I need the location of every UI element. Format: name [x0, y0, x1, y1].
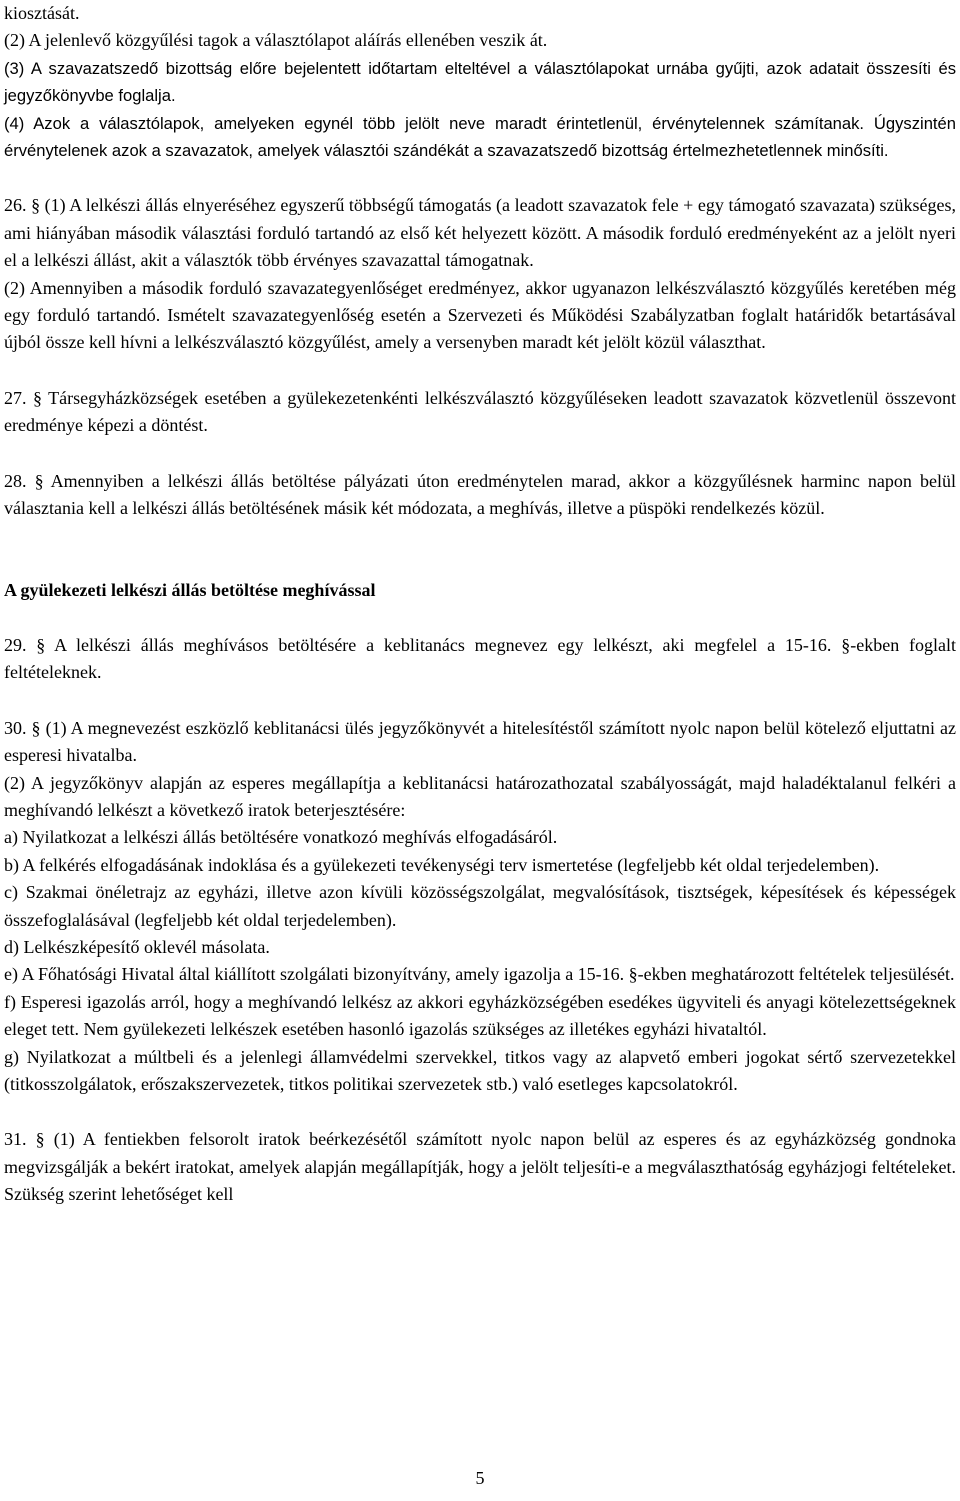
section-29: 29. § A lelkészi állás meghívásos betöltésére a keblitanács megnevez egy lelkészt, aki megfelel a 15-16. §-ekben foglalt feltételeknek.	[4, 634, 956, 683]
section-30-f: f) Esperesi igazolás arról, hogy a meghívandó lelkész az akkori egyházközségében esedékes ügyviteli és anyagi kötelezettségeknek eleget tett. Nem gyülekezeti lelkészek esetében hasonló igazolás szükséges az illetékes egyházi hivataltól.	[4, 991, 956, 1040]
section-30-b: b) A felkérés elfogadásának indoklása és a gyülekezeti tevékenységi terv ismertetése (legfeljebb két oldal terjedelemben).	[4, 854, 880, 875]
section-30-2: (2) A jegyzőkönyv alapján az esperes megállapítja a keblitanácsi határozathozatal szabályosságát, majd haladéktalanul felkéri a meghívandó lelkészt a következő iratok beterjesztésére:	[4, 772, 956, 820]
section-30-1: 30. § (1) A megnevezést eszközlő keblitanácsi ülés jegyzőkönyvét a hitelesítéstől számított nyolc napon belül kötelező eljuttatni az esperesi hivatalba.	[4, 717, 956, 766]
document-page	[4, 0, 956, 1209]
section-27: 27. § Társegyházközségek esetében a gyülekezetenkénti lelkészválasztó közgyűléseken leadott szavazatok közvetlenül összevont eredménye képezi a döntést.	[4, 387, 956, 436]
paragraph-2: (2) A jelenlevő közgyűlési tagok a választólapot aláírás ellenében veszik át.	[4, 30, 548, 51]
section-30-g: g) Nyilatkozat a múltbeli és a jelenlegi államvédelmi szervekkel, titkos vagy az alapvető emberi jogokat sértő szervezetekkel (titkosszolgálatok, erőszakszervezetek, titkos politikai szervezetek stb.) való esetleges kapcsolatokról.	[4, 1046, 956, 1094]
paragraph-3: (3) A szavazatszedő bizottság előre bejelentett időtartam elteltével a választólapokat urnába gyűjti, azok adatait összesíti és jegyzőkönyvbe foglalja.	[4, 58, 956, 106]
page-number: 5	[475, 1468, 485, 1488]
section-heading: A gyülekezeti lelkészi állás betöltése meghívással	[4, 579, 376, 600]
section-26-2: (2) Amennyiben a második forduló szavazategyenlőséget eredményez, akkor ugyanazon lelkészválasztó közgyűlés keretében még egy forduló tartandó. Ismételt szavazategyenlőség esetén a Szervezeti és Működési Szabályzatban foglalt határidők betartásával újból össze kell hívni a lelkészválasztó közgyűlést, amely a versenyben maradt két jelölt közül választhat.	[4, 277, 956, 353]
section-30-a: a) Nyilatkozat a lelkészi állás betöltésére vonatkozó meghívás elfogadásáról.	[4, 827, 558, 848]
section-30-e: e) A Főhatósági Hivatal által kiállított szolgálati bizonyítvány, amely igazolja a 15-16. §-ekben meghatározott feltételek teljesülését.	[4, 964, 955, 985]
section-31: 31. § (1) A fentiekben felsorolt iratok beérkezésétől számított nyolc napon belül az esperes és az egyházközség gondnoka megvizsgálják a bekért iratokat, amelyek alapján megállapítják, hogy a jelölt teljesíti-e a megválaszthatóság egyházjogi feltételeket. Szükség szerint lehetőséget kell	[4, 1129, 956, 1205]
section-30-c: c) Szakmai önéletrajz az egyházi, illetve azon kívüli közösségszolgálat, megvalósítások, tisztségek, képesítések és képességek összefoglalásával (legfeljebb két oldal terjedelemben).	[4, 882, 956, 930]
section-28: 28. § Amennyiben a lelkészi állás betöltése pályázati úton eredménytelen marad, akkor a közgyűlésnek harminc napon belül választania kell a lelkészi állás betöltésének másik két módozata, a meghívás, illetve a püspöki rendelkezés közül.	[4, 470, 956, 519]
section-30-d: d) Lelkészképesítő oklevél másolata.	[4, 936, 270, 957]
paragraph-continuation: kiosztását.	[4, 3, 80, 23]
section-26-1: 26. § (1) A lelkészi állás elnyeréséhez egyszerű többségű támogatás (a leadott szavazatok fele + egy támogató szavazata) szükséges, ami hiányában második választási forduló tartandó az első két helyezett között. A második forduló eredményeként az a jelölt nyeri el a lelkészi állást, akit a választók több érvényes szavazattal támogatnak.	[4, 195, 956, 271]
paragraph-4: (4) Azok a választólapok, amelyeken egynél több jelölt neve maradt érintetlenül, érvénytelennek számítanak. Úgyszintén érvénytelenek azok a szavazatok, amelyek választói szándékát a szavazatszedő bizottság értelmezhetetlennek minősíti.	[4, 113, 956, 161]
